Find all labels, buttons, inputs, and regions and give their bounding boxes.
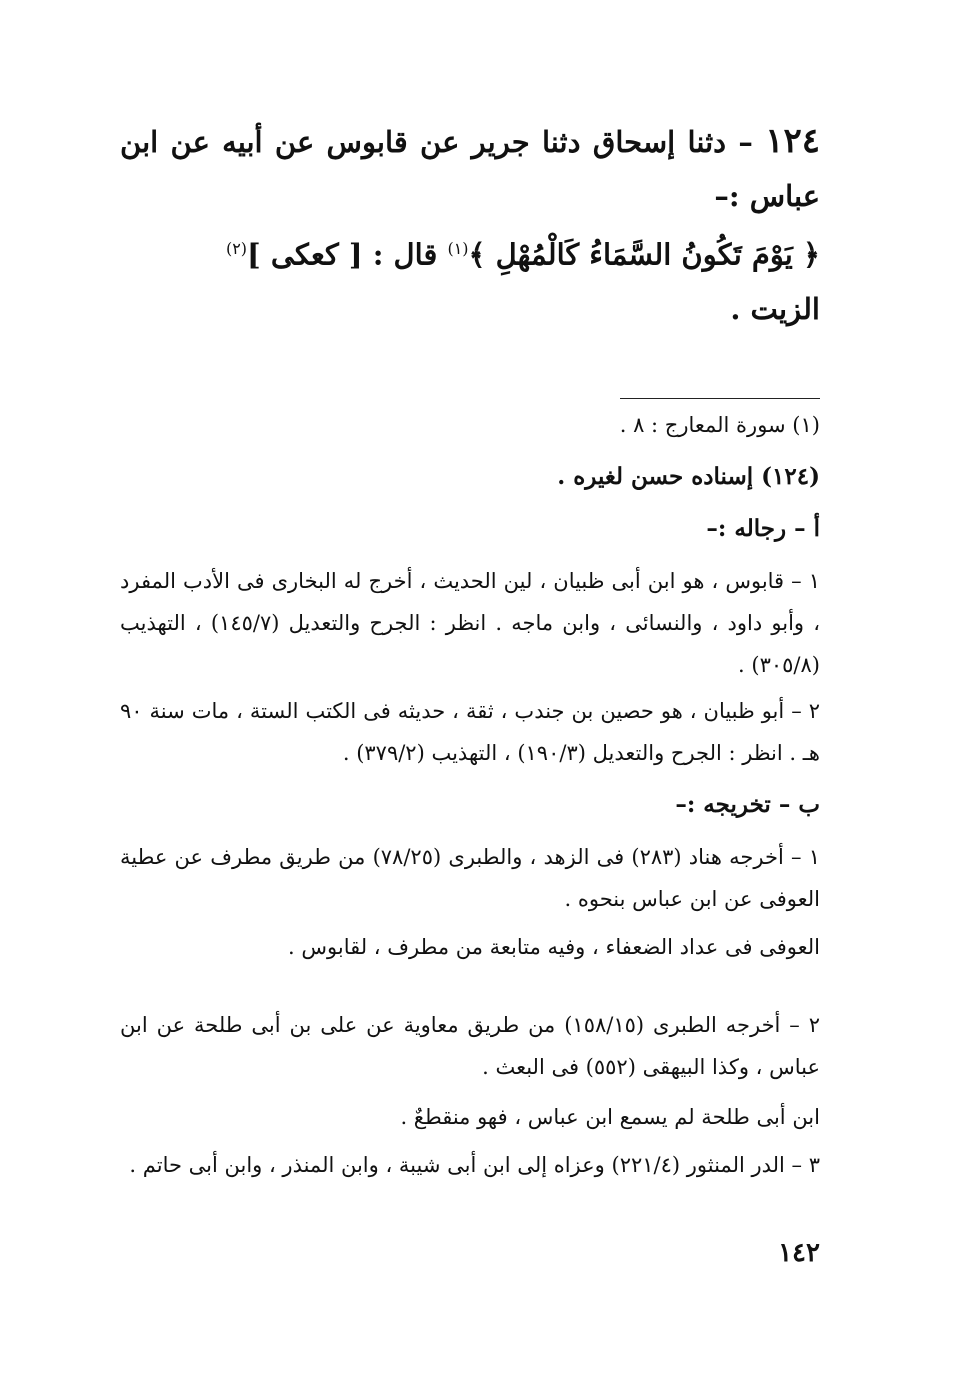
rijal-heading-text: أ – رجاله :– xyxy=(706,515,820,542)
rijal-heading xyxy=(120,508,820,550)
takhrij-item-3 xyxy=(120,1144,820,1186)
takhrij-item-2-text: ٢ – أخرجه الطبرى (١٥٨/١٥) من طريق معاوية عن على بن أبى طلحة عن ابن عباس ، وكذا البيهقى (٥٥٢) فى البعث . xyxy=(120,1013,820,1079)
takhrij-item-1-note-text: العوفى فى عداد الضعفاء ، وفيه متابعة من مطرف ، لقابوس . xyxy=(288,935,820,959)
takhrij-item-2-note xyxy=(120,1096,880,1138)
takhrij-item-1 xyxy=(120,836,820,920)
rijal-item-2 xyxy=(120,690,820,774)
takhrij-item-1-text: ١ – أخرجه هناد (٢٨٣) فى الزهد ، والطبرى (٧٨/٢٥) من طريق مطرف عن عطية العوفى عن ابن عباس بنحوه . xyxy=(120,845,820,911)
hadith-paragraph xyxy=(120,114,820,223)
hadith-qal: قال : [ كعكى ] xyxy=(247,237,438,272)
quran-verse: يَوْمَ تَكُونُ السَّمَاءُ كَالْمُهْلِ xyxy=(495,237,793,272)
quran-open-bracket: ﴿ xyxy=(803,237,820,272)
takhrij-item-1-note xyxy=(120,926,880,968)
takhrij-heading-text: ب – تخريجه :– xyxy=(675,791,820,818)
takhrij-item-3-text: ٣ – الدر المنثور (٢٢١/٤) وعزاه إلى ابن أبى شيبة ، وابن المنذر ، وابن أبى حاتم . xyxy=(129,1153,820,1177)
quran-close-bracket: ﴾ xyxy=(468,237,486,272)
footnote-1 xyxy=(120,404,880,446)
footnote-124 xyxy=(120,456,880,498)
takhrij-item-2-note-text: ابن أبى طلحة لم يسمع ابن عباس ، فهو منقطعٌ . xyxy=(400,1105,820,1129)
hadith-number: ١٢٤ xyxy=(765,121,820,161)
page-number: ١٤٢ xyxy=(778,1238,820,1268)
footnote-ref-2: (٢) xyxy=(225,239,248,258)
takhrij-item-2 xyxy=(120,1004,820,1088)
footnote-124-text: (١٢٤) إسناده حسن لغيره . xyxy=(557,463,820,490)
hadith-quran-line xyxy=(120,222,820,336)
rijal-item-2-text: ٢ – أبو ظبيان ، هو حصين بن جندب ، ثقة ، حديثه فى الكتب الستة ، مات سنة ٩٠ هـ . انظر : الجرح والتعديل (١٩٠/٣) ، التهذيب (٣٧٩/٢) . xyxy=(120,699,820,765)
takhrij-heading xyxy=(120,784,820,826)
footnote-1-text: (١) سورة المعارج : ٨ . xyxy=(619,413,820,437)
rijal-item-1 xyxy=(120,560,820,686)
rijal-item-1-text: ١ – قابوس ، هو ابن أبى ظبيان ، لين الحديث ، أخرج له البخارى فى الأدب المفرد ، وأبو داود ، والنسائى ، وابن ماجه . انظر : الجرح والتعديل (١٤٥/٧) ، التهذيب (٣٠٥/٨) . xyxy=(120,569,820,677)
hadith-ending: الزيت . xyxy=(730,291,820,326)
hadith-isnad: – دثنا إسحاق دثنا جرير عن قابوس عن أبيه عن ابن عباس :– xyxy=(120,125,820,213)
footnote-divider xyxy=(620,398,820,399)
footnote-ref-1: (١) xyxy=(447,239,469,258)
